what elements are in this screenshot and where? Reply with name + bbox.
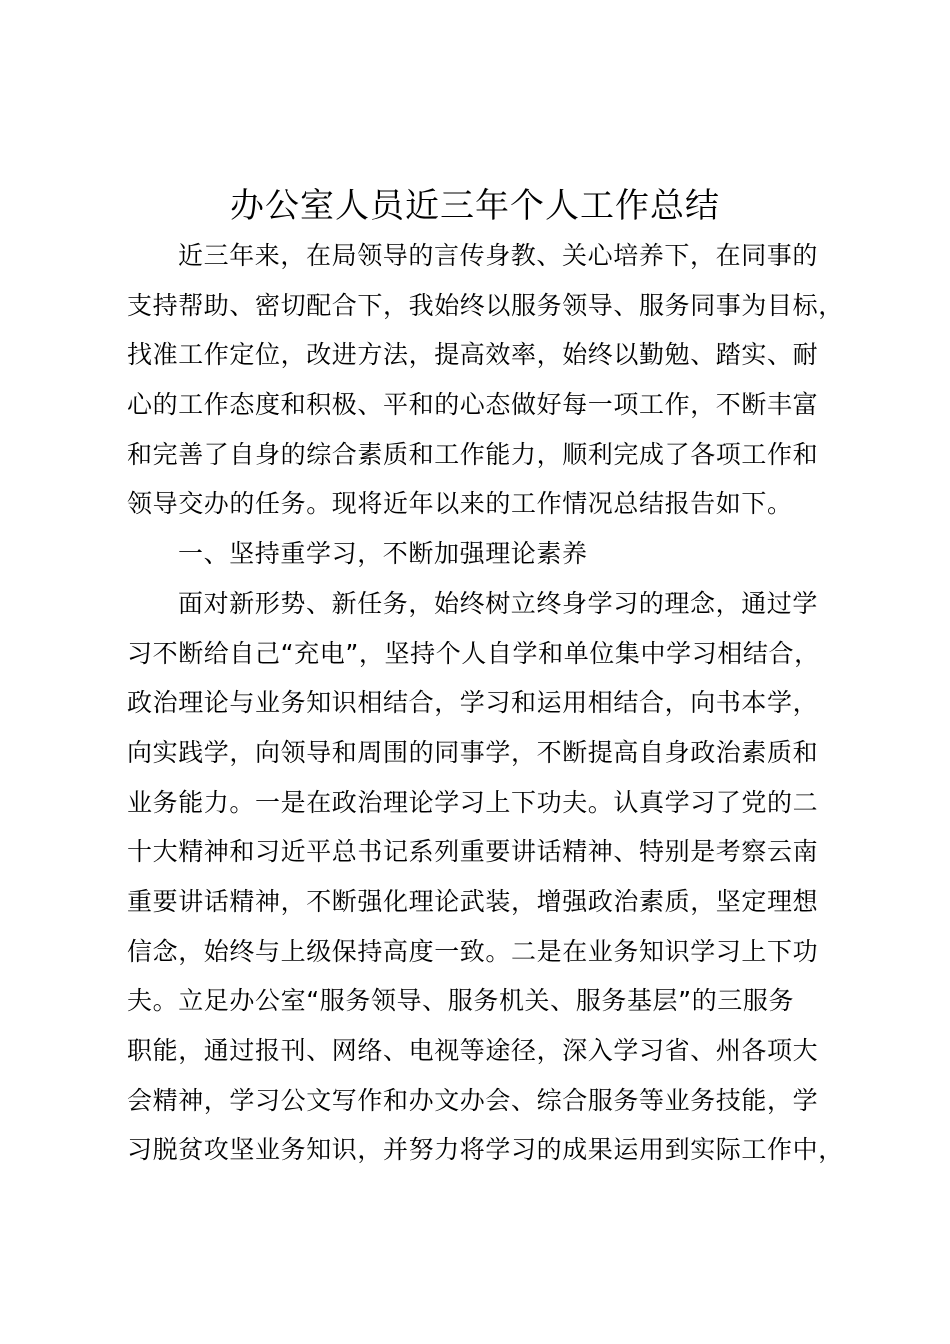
paragraph-line: 向实践学，向领导和周围的同事学，不断提高自身政治素质和 bbox=[127, 737, 819, 767]
paragraph-line: 习不断给自己“充电”，坚持个人自学和单位集中学习相结合， bbox=[127, 638, 820, 668]
paragraph-line: 职能，通过报刊、网络、电视等途径，深入学习省、州各项大 bbox=[127, 1036, 819, 1065]
paragraph-line: 找准工作定位，改进方法，提高效率，始终以勤勉、踏实、耐 bbox=[127, 340, 819, 370]
paragraph-line: 心的工作态度和积极、平和的心态做好每一项工作，不断丰富 bbox=[127, 390, 819, 420]
paragraph-line: 政治理论与业务知识相结合，学习和运用相结合，向书本学， bbox=[127, 688, 819, 718]
paragraph-line: 重要讲话精神，不断强化理论武装，增强政治素质，坚定理想 bbox=[127, 886, 819, 916]
paragraph-line: 夫。立足办公室“服务领导、服务机关、服务基层”的三服务 bbox=[127, 986, 795, 1016]
paragraph-line: 支持帮助、密切配合下，我始终以服务领导、服务同事为目标， bbox=[127, 290, 844, 320]
document-title: 办公室人员近三年个人工作总结 bbox=[230, 186, 720, 226]
paragraph-line: 面对新形势、新任务，始终树立终身学习的理念，通过学 bbox=[178, 588, 819, 618]
paragraph-line: 习脱贫攻坚业务知识，并努力将学习的成果运用到实际工作中， bbox=[127, 1135, 844, 1165]
paragraph-line: 业务能力。一是在政治理论学习上下功夫。认真学习了党的二 bbox=[127, 787, 819, 817]
document-body bbox=[127, 231, 847, 1175]
section-heading: 一、坚持重学习，不断加强理论素养 bbox=[178, 539, 588, 569]
paragraph-line: 近三年来，在局领导的言传身教、关心培养下，在同事的 bbox=[178, 241, 819, 270]
paragraph-line: 十大精神和习近平总书记系列重要讲话精神、特别是考察云南 bbox=[127, 837, 819, 867]
paragraph-line: 信念，始终与上级保持高度一致。二是在业务知识学习上下功 bbox=[127, 936, 819, 966]
paragraph-line: 会精神，学习公文写作和办文办会、综合服务等业务技能，学 bbox=[127, 1085, 819, 1115]
paragraph-line: 领导交办的任务。现将近年以来的工作情况总结报告如下。 bbox=[127, 489, 793, 519]
paragraph-line: 和完善了自身的综合素质和工作能力，顺利完成了各项工作和 bbox=[127, 439, 819, 469]
